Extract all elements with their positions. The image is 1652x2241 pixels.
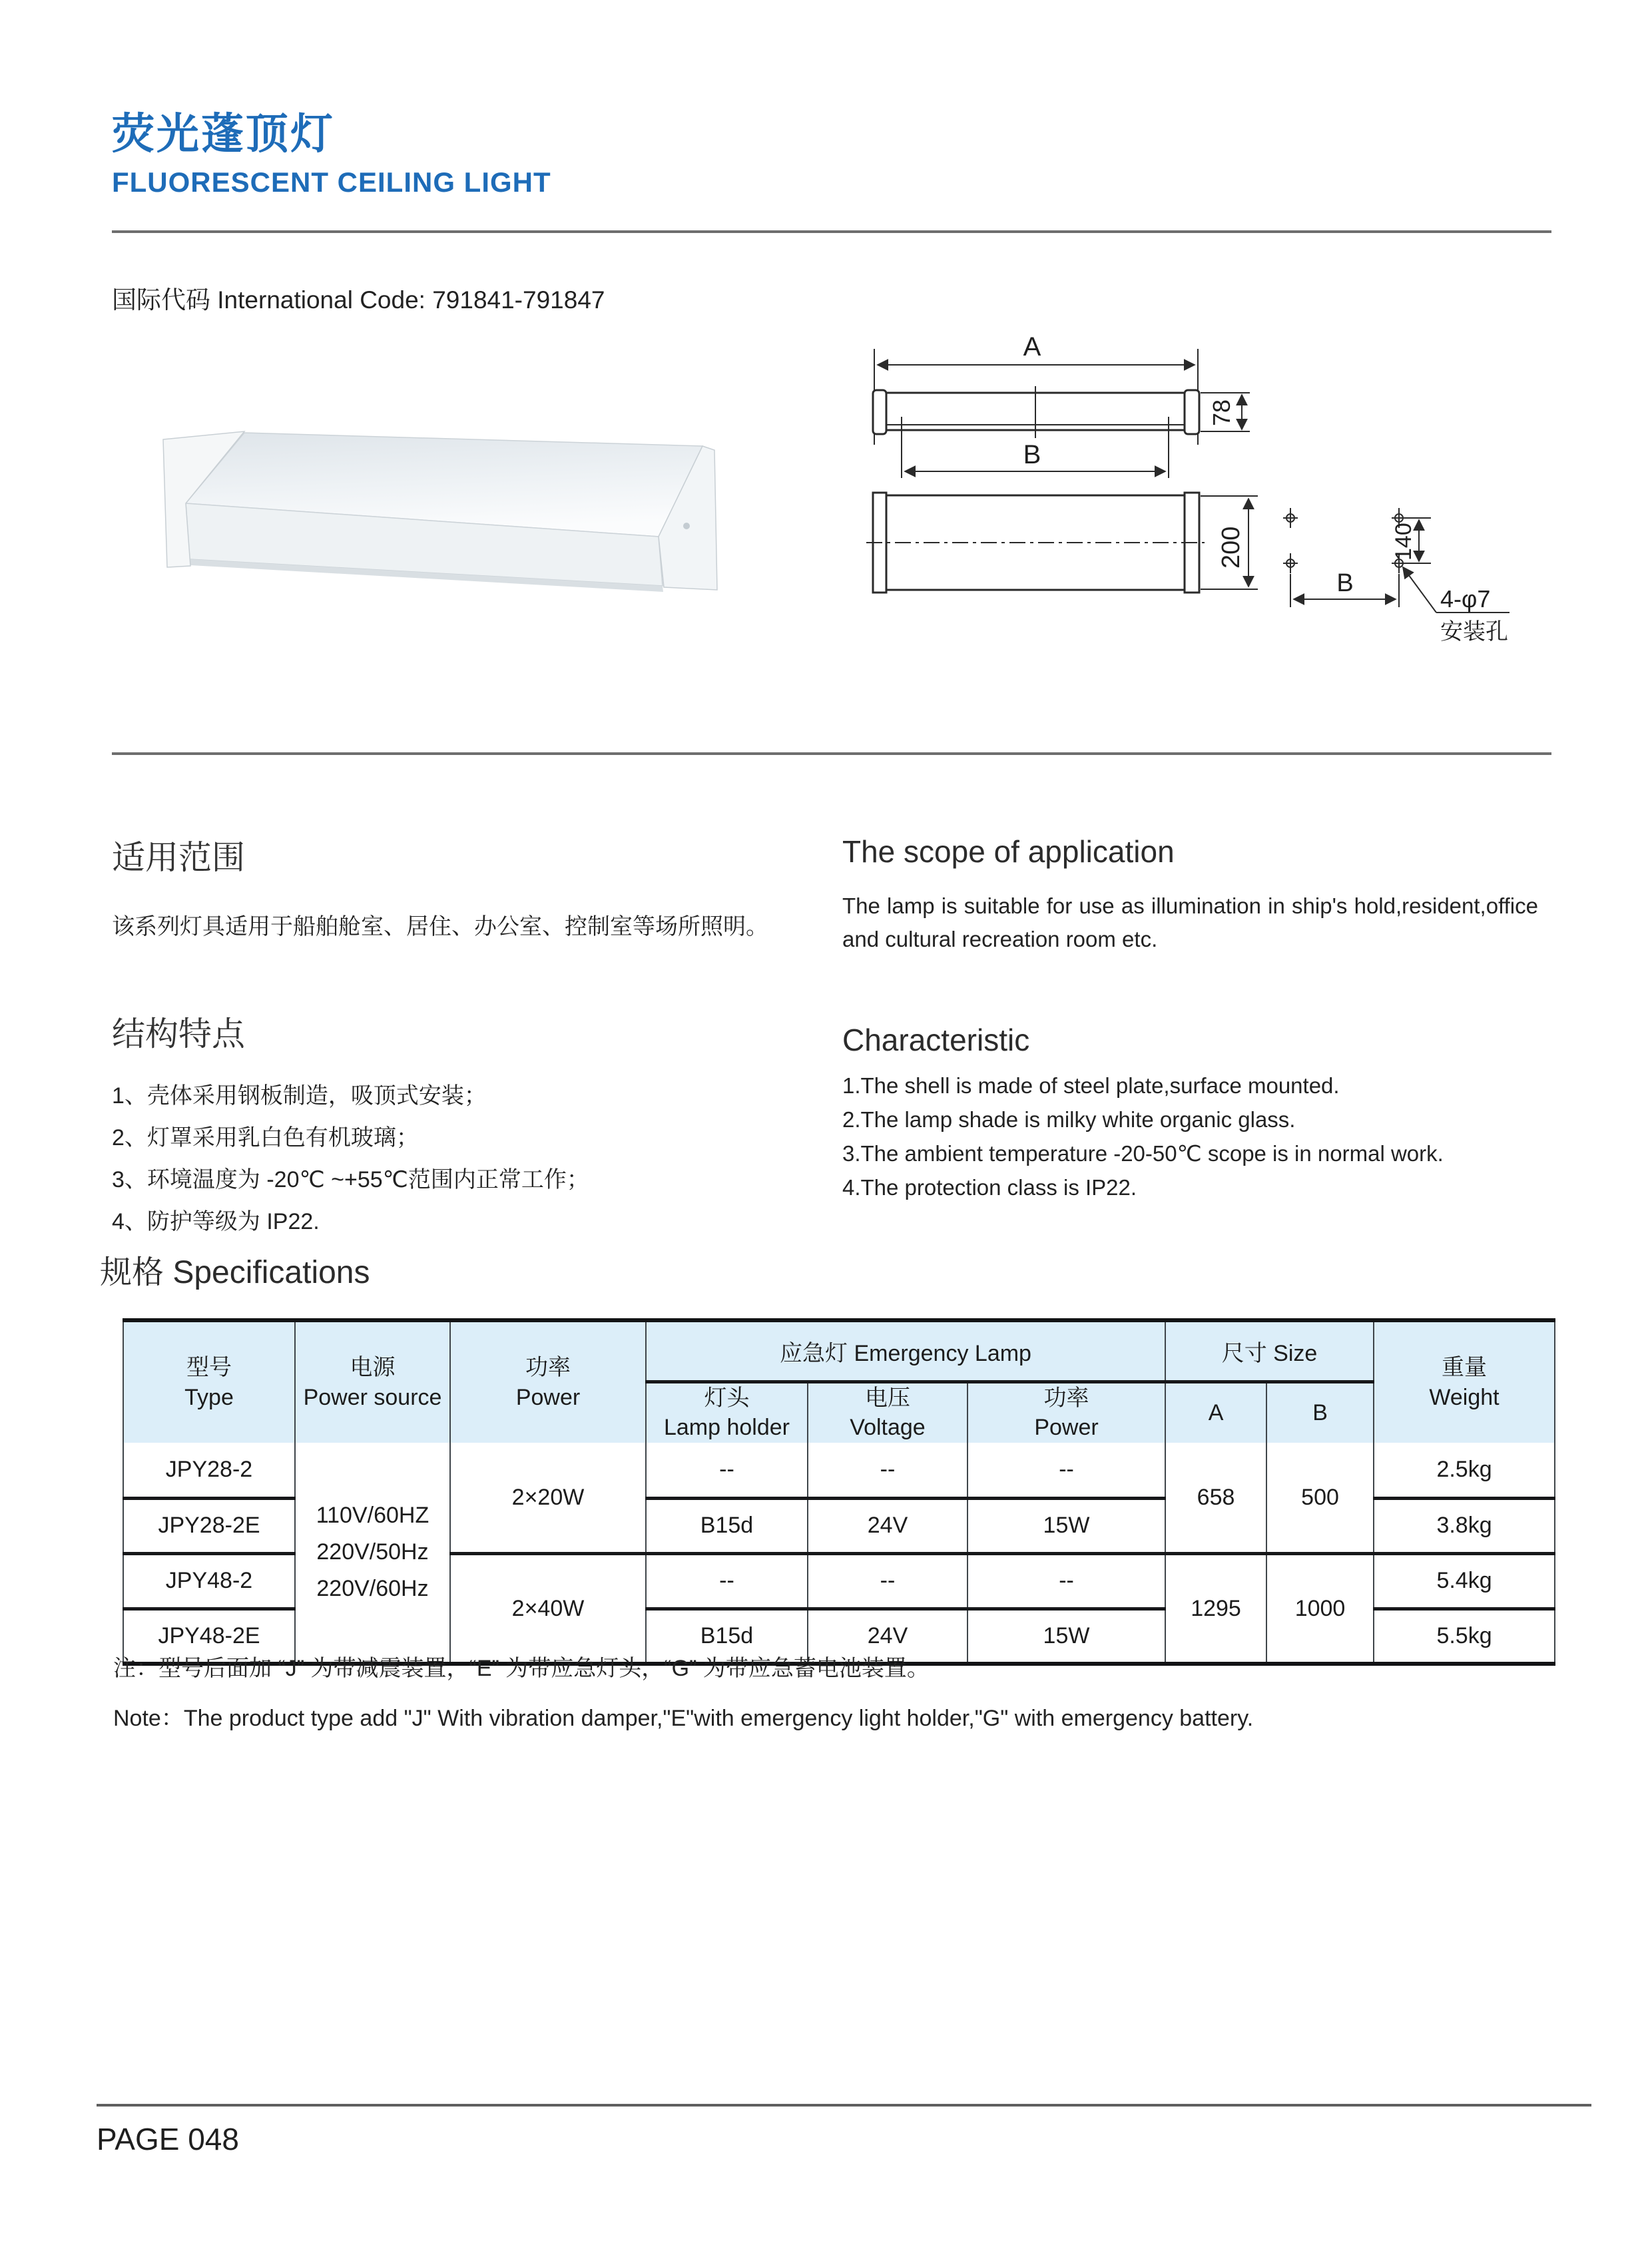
col-header-power-source [295,1320,450,1443]
col-header-lamp-holder-en: Lamp holder [663,1415,790,1441]
side-view-drawing [873,349,1250,478]
col-header-weight-en: Weight [1429,1384,1500,1410]
col-header-power-cn: 功率 [525,1354,571,1380]
feature-list-cn [112,1075,791,1243]
cell-voltage: -- [808,1443,967,1498]
drawing-labels [1023,332,1508,644]
feature-item-cn: 1、壳体采用钢板制造，吸顶式安装； [112,1083,487,1109]
dim-label-78: 78 [1208,399,1235,426]
col-header-epower [967,1381,1165,1443]
divider-middle [112,752,1551,755]
feature-item-en: 3.The ambient temperature -20-50℃ scope is in normal work. [842,1141,1444,1166]
dim-label-a: A [1023,332,1041,362]
cell-voltage: 24V [808,1609,967,1664]
feature-heading-en: Characteristic [842,1023,1030,1057]
cell-lamp-holder: -- [646,1553,808,1609]
cell-type: JPY48-2E [123,1609,295,1664]
col-header-type-cn: 型号 [186,1354,232,1380]
col-header-type-en: Type [184,1384,234,1410]
col-header-epower-en: Power [1034,1415,1099,1441]
holes-cn-label: 安装孔 [1440,619,1508,644]
feature-item-cn: 4、防护等级为 IP22. [112,1209,320,1235]
table-notes [113,1650,1551,1732]
cell-power-source [295,1443,450,1664]
col-header-epower-cn: 功率 [1043,1385,1089,1411]
cell-type: JPY48-2 [123,1553,295,1609]
dim-label-b2: B [1336,569,1354,597]
page-number: PAGE 048 [97,2122,239,2156]
cell-weight: 5.4kg [1374,1553,1555,1609]
feature-item-en: 4.The protection class is IP22. [842,1175,1137,1200]
cell-type: JPY28-2 [123,1443,295,1498]
cell-weight: 2.5kg [1374,1443,1555,1498]
column-chinese [112,831,791,1243]
mounting-hole-icon [1283,508,1298,528]
feature-heading-cn: 结构特点 [112,1015,245,1053]
col-header-lamp-holder-cn: 灯头 [704,1385,750,1411]
col-header-dim-a: A [1165,1381,1266,1443]
feature-list-en [842,1069,1538,1204]
feature-item-cn: 3、环境温度为 -20℃ ~+55℃范围内正常工作； [112,1167,589,1193]
cell-epower: 15W [967,1498,1165,1553]
page-title-cn: 荧光蓬顶灯 [112,110,335,158]
power-source-line: 220V/50Hz [316,1539,429,1565]
note-en: Note：The product type add "J" With vibration damper,"E"with emergency light holder,"G" with emergency battery. [113,1706,1254,1731]
scope-body-en: The lamp is suitable for use as illumination in ship's hold,resident,office and cultural recreation room etc. [842,893,1538,951]
international-code: 国际代码 International Code: 791841-791847 [112,286,605,314]
power-source-line: 110V/60HZ [316,1503,429,1529]
cell-power: 2×20W [450,1443,646,1553]
col-header-dim-b: B [1266,1381,1374,1443]
dim-label-200: 200 [1217,526,1245,569]
divider-footer [97,2104,1591,2107]
spec-table [123,1318,1555,1666]
cell-power: 2×40W [450,1553,646,1664]
scope-body-cn: 该系列灯具适用于船舶舱室、居住、办公室、控制室等场所照明。 [112,914,768,939]
cell-dim-b: 500 [1266,1443,1374,1553]
col-header-power-source-en: Power source [303,1384,442,1410]
feature-item-cn: 2、灯罩采用乳白色有机玻璃； [112,1125,419,1151]
col-header-type [123,1320,295,1443]
cell-dim-b: 1000 [1266,1553,1374,1664]
ceiling-light-fixture [163,431,717,592]
cell-type: JPY28-2E [123,1498,295,1553]
dim-label-140: 140 [1391,523,1416,561]
cell-weight: 3.8kg [1374,1498,1555,1553]
col-header-voltage [808,1381,967,1443]
divider-top [112,230,1551,233]
plan-view-drawing [866,493,1258,593]
cell-weight: 5.5kg [1374,1609,1555,1664]
dimension-drawing-svg [816,312,1528,651]
holes-count-label: 4-φ7 [1440,585,1491,613]
col-header-power-source-cn: 电源 [350,1354,396,1380]
cell-dim-a: 658 [1165,1443,1266,1553]
cell-lamp-holder: -- [646,1443,808,1498]
power-source-line: 220V/60Hz [316,1576,429,1602]
page-title-en: FLUORESCENT CEILING LIGHT [112,166,551,198]
cell-epower: 15W [967,1609,1165,1664]
cell-epower: -- [967,1443,1165,1498]
col-header-voltage-cn: 电压 [865,1385,910,1411]
title-block [112,100,551,198]
col-header-lamp-holder [646,1381,808,1443]
dim-label-b: B [1023,440,1041,469]
cell-lamp-holder: B15d [646,1609,808,1664]
col-header-power-en: Power [515,1384,581,1410]
feature-item-en: 2.The lamp shade is milky white organic glass. [842,1107,1296,1132]
cell-voltage: -- [808,1553,967,1609]
scope-heading-en: The scope of application [842,834,1175,869]
col-group-size: 尺寸 Size [1165,1320,1374,1381]
scope-heading-cn: 适用范围 [112,839,245,876]
col-header-power [450,1320,646,1443]
mounting-hole-icon [1283,553,1298,573]
cell-epower: -- [967,1553,1165,1609]
cell-voltage: 24V [808,1498,967,1553]
col-header-voltage-en: Voltage [850,1415,926,1441]
note-cn: 注：型号后面加 “J” 为带减震装置，“E” 为带应急灯头，“G” 为带应急蓄电池装置。 [113,1656,930,1681]
product-photo [150,393,722,632]
col-group-emergency-lamp: 应急灯 Emergency Lamp [646,1320,1165,1381]
col-header-weight-cn: 重量 [1442,1354,1488,1380]
feature-item-en: 1.The shell is made of steel plate,surface mounted. [842,1073,1340,1098]
cell-dim-a: 1295 [1165,1553,1266,1664]
column-english [842,834,1538,1204]
col-header-weight [1374,1320,1555,1443]
table-row [123,1443,1555,1498]
cell-lamp-holder: B15d [646,1498,808,1553]
spec-heading: 规格 Specifications [100,1255,370,1290]
